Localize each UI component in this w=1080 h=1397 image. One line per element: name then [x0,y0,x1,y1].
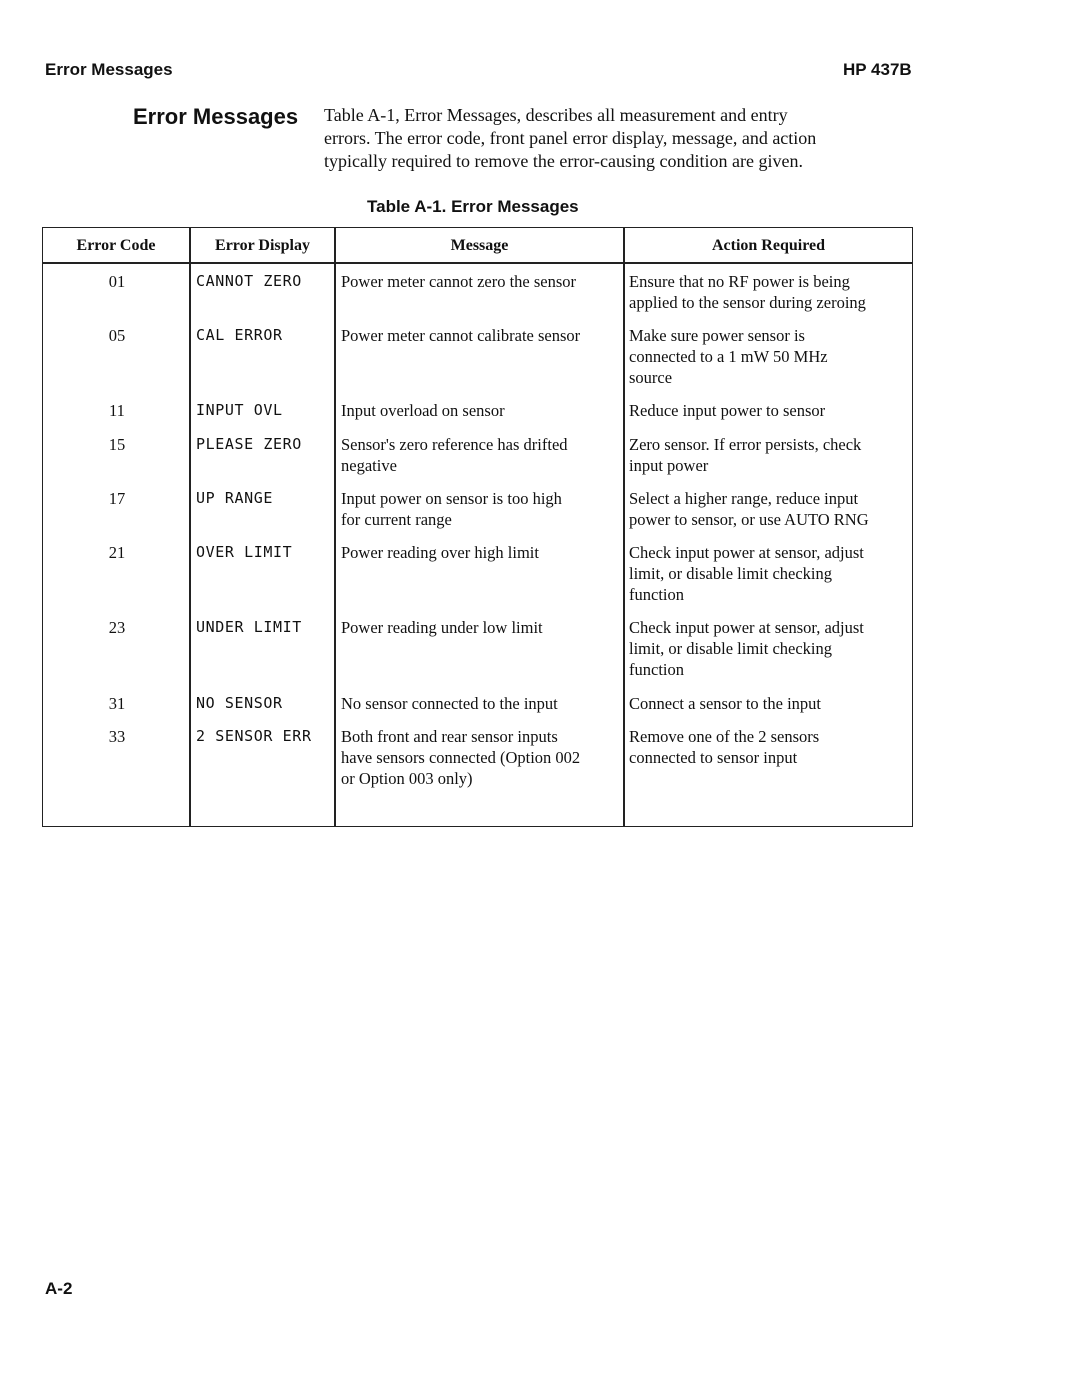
action-line: function [629,660,684,679]
action-line: connected to a 1 mW 50 MHz [629,347,828,366]
message-line: Power reading over high limit [341,543,539,562]
action-line: power to sensor, or use AUTO RNG [629,510,869,529]
message-line: Power meter cannot calibrate sensor [341,326,581,345]
intro-paragraph [324,104,924,173]
action-line: Reduce input power to sensor [629,401,826,420]
error-display-cell: UP RANGE [196,489,274,507]
intro-line: errors. The error code, front panel error display, message, and action [324,128,817,148]
action-line: Ensure that no RF power is being [629,272,850,291]
error-display-cell: 2 SENSOR ERR [196,727,312,745]
error-display-cell: UNDER LIMIT [196,618,302,636]
message-cell [341,488,625,530]
action-line: Remove one of the 2 sensors [629,727,820,746]
error-display-cell: OVER LIMIT [196,543,293,561]
header-action-required: Action Required [711,237,826,254]
message-line: or Option 003 only) [341,769,473,788]
action-line: Connect a sensor to the input [629,694,822,713]
message-line: Power reading under low limit [341,618,543,637]
message-line: No sensor connected to the input [341,694,558,713]
column-divider [334,228,336,826]
action-required-cell [629,271,911,313]
error-code-cell: 05 [108,326,126,345]
running-header-title: Error Messages [45,60,173,79]
error-code-cell: 23 [108,618,126,637]
error-display-cell: INPUT OVL [196,401,283,419]
error-code-cell: 15 [108,435,126,454]
error-code-cell: 33 [108,727,126,746]
error-display-cell: NO SENSOR [196,694,283,712]
message-cell [341,400,625,421]
error-display-cell: CAL ERROR [196,326,283,344]
action-required-cell [629,325,911,388]
message-cell [341,726,625,789]
error-code-cell: 11 [109,401,125,420]
section-heading: Error Messages [133,104,299,129]
intro-line: Table A-1, Error Messages, describes all measurement and entry [324,105,788,125]
message-cell [341,325,625,346]
running-header-model: HP 437B [843,60,912,79]
error-display-cell: PLEASE ZERO [196,435,302,453]
error-code-cell: 21 [108,543,126,562]
action-line: function [629,585,684,604]
message-cell [341,693,625,714]
error-messages-table [42,227,913,827]
message-line: have sensors connected (Option 002 [341,748,581,767]
message-line: Power meter cannot zero the sensor [341,272,577,291]
action-line: Make sure power sensor is [629,326,805,345]
message-cell [341,617,625,638]
table-caption: Table A-1. Error Messages [367,197,579,216]
header-divider [43,262,912,264]
message-cell [341,271,625,292]
message-line: Input power on sensor is too high [341,489,562,508]
header-message: Message [450,237,509,254]
action-line: limit, or disable limit checking [629,639,833,658]
message-line: Both front and rear sensor inputs [341,727,558,746]
action-line: Check input power at sensor, adjust [629,543,864,562]
action-required-cell [629,726,911,768]
action-line: source [629,368,673,387]
action-line: limit, or disable limit checking [629,564,833,583]
action-required-cell [629,400,911,421]
action-required-cell [629,617,911,680]
intro-line: typically required to remove the error-causing condition are given. [324,151,803,171]
action-line: Select a higher range, reduce input [629,489,859,508]
message-line: Sensor's zero reference has drifted [341,435,568,454]
action-required-cell [629,434,911,476]
error-code-cell: 01 [108,272,126,291]
page-number: A-2 [45,1279,73,1298]
action-line: applied to the sensor during zeroing [629,293,866,312]
message-line: negative [341,456,397,475]
message-cell [341,542,625,563]
action-line: Check input power at sensor, adjust [629,618,864,637]
action-required-cell [629,488,911,530]
error-code-cell: 31 [108,694,126,713]
action-line: Zero sensor. If error persists, check [629,435,862,454]
action-line: input power [629,456,709,475]
header-error-code: Error Code [76,237,156,254]
message-cell [341,434,625,476]
action-required-cell [629,693,911,714]
error-code-cell: 17 [108,489,126,508]
error-display-cell: CANNOT ZERO [196,272,302,290]
action-line: connected to sensor input [629,748,798,767]
action-required-cell [629,542,911,605]
message-line: Input overload on sensor [341,401,505,420]
header-error-display: Error Display [215,237,310,254]
message-line: for current range [341,510,452,529]
